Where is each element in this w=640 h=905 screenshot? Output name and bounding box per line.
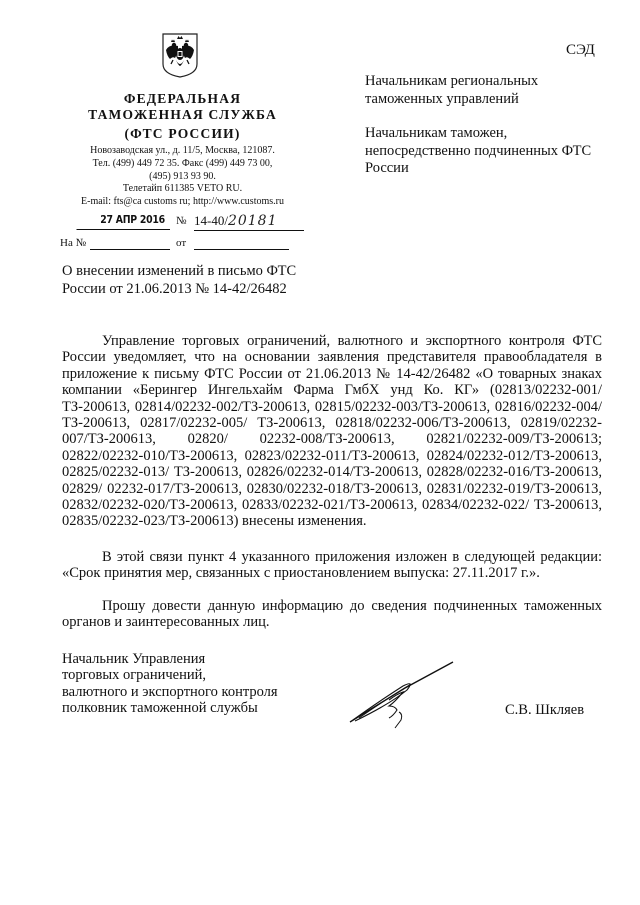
- addressee-customs: Начальникам таможен, непосредственно подчиненных ФТС России: [365, 125, 592, 176]
- signatory-title-line4: полковник таможенной службы: [62, 700, 258, 717]
- signatory-title: [62, 651, 322, 717]
- org-name-line1: ФЕДЕРАЛЬНАЯ: [123, 91, 242, 106]
- org-email-web: E-mail: fts@ca customs ru; http://www.customs.ru: [81, 196, 284, 208]
- reference-row: [60, 237, 290, 253]
- body-paragraph-3: [62, 598, 602, 631]
- handwritten-signature-icon: [345, 660, 455, 740]
- body-paragraph-3-text: Прошу довести данную информацию до сведения подчиненных таможенных органов и заинтересованных лиц.: [62, 598, 602, 631]
- registration-number: [194, 213, 304, 231]
- registration-row: [60, 213, 290, 231]
- reference-number-blank: [90, 249, 170, 250]
- org-contacts: [40, 145, 325, 209]
- signatory-title-line3: валютного и экспортного контроля: [62, 683, 278, 700]
- signer-name: С.В. Шкляев: [505, 702, 585, 718]
- body-paragraph-2: [62, 549, 602, 582]
- org-phone-fax: Тел. (499) 449 72 35. Факс (499) 449 73 00,: [92, 157, 273, 169]
- registration-number-label: №: [176, 215, 187, 227]
- org-address: Новозаводская ул., д. 11/5, Москва, 121087.: [90, 145, 275, 156]
- registration-number-handwritten: 20181: [227, 213, 278, 229]
- reference-number-label: На №: [60, 237, 87, 249]
- reference-date-blank: [194, 249, 289, 250]
- org-name-abbr: (ФТС РОССИИ): [124, 126, 241, 141]
- body-paragraph-1-text: Управление торговых ограничений, валютного и экспортного контроля ФТС России уведомляет, что на основании заявления представителя правообладателя в приложение к письму ФТС России от 21.06.2013 № 14-42/26482 «О товарных знаках компании «Берингер Ингельхайм Фарма ГмбХ унд Ко. КГ» (02813/02232-001/ТЗ-200613, 02814/02232-002/ТЗ-200613, 02815/02232-003/ТЗ-200613, 02816/02232-004/ТЗ-200613, 02817/02232-005/ ТЗ-200613, 02818/02232-006/ТЗ-200613, 02819/02232-007/ТЗ-200613, 02820/ 02232-008/ТЗ-200613, 02821/02232-009/ТЗ-200613; 02822/02232-010/ТЗ-200613, 02823/02232-011/ТЗ-200613, 02824/02232-012/ТЗ-200613, 02825/02232-013/ ТЗ-200613, 02826/02232-014/ТЗ-200613, 02828/02232-016/ТЗ-200613, 02829/ 02232-017/ТЗ-200613, 02830/02232-018/ТЗ-200613, 02831/02232-019/ТЗ-200613, 02832/02232-020/ТЗ-200613, 02833/02232-021/ТЗ-200613, 02834/02232-022/ ТЗ-200613, 02835/02232-023/ТЗ-200613) внесены изменения.: [62, 333, 602, 530]
- sed-stamp: СЭД: [566, 42, 595, 58]
- org-name-line2: ТАМОЖЕННАЯ СЛУЖБА: [88, 107, 277, 122]
- russian-coat-of-arms-icon: [161, 32, 199, 78]
- reference-from-label: от: [176, 237, 187, 249]
- org-phone2: (495) 913 93 90.: [149, 170, 216, 182]
- registration-date: 27 АПР 2016: [77, 213, 171, 230]
- registration-number-prefix: 14-40/: [194, 213, 228, 228]
- signatory-title-line2: торговых ограничений,: [62, 667, 206, 684]
- body-paragraph-2-text: В этой связи пункт 4 указанного приложения изложен в следующей редакции: «Срок принятия мер, связанных с приостановлением выпуска: 27.11.2017 г.».: [62, 549, 602, 582]
- letter-subject: О внесении изменений в письмо ФТС России от 21.06.2013 № 14-42/26482: [62, 263, 297, 297]
- org-teletype: Телетайп 611385 VETO RU.: [122, 183, 243, 195]
- signatory-title-line1: Начальник Управления: [62, 651, 206, 667]
- addressee-regional: Начальникам региональных таможенных управлений: [365, 73, 539, 107]
- body-paragraph-1: [62, 333, 602, 530]
